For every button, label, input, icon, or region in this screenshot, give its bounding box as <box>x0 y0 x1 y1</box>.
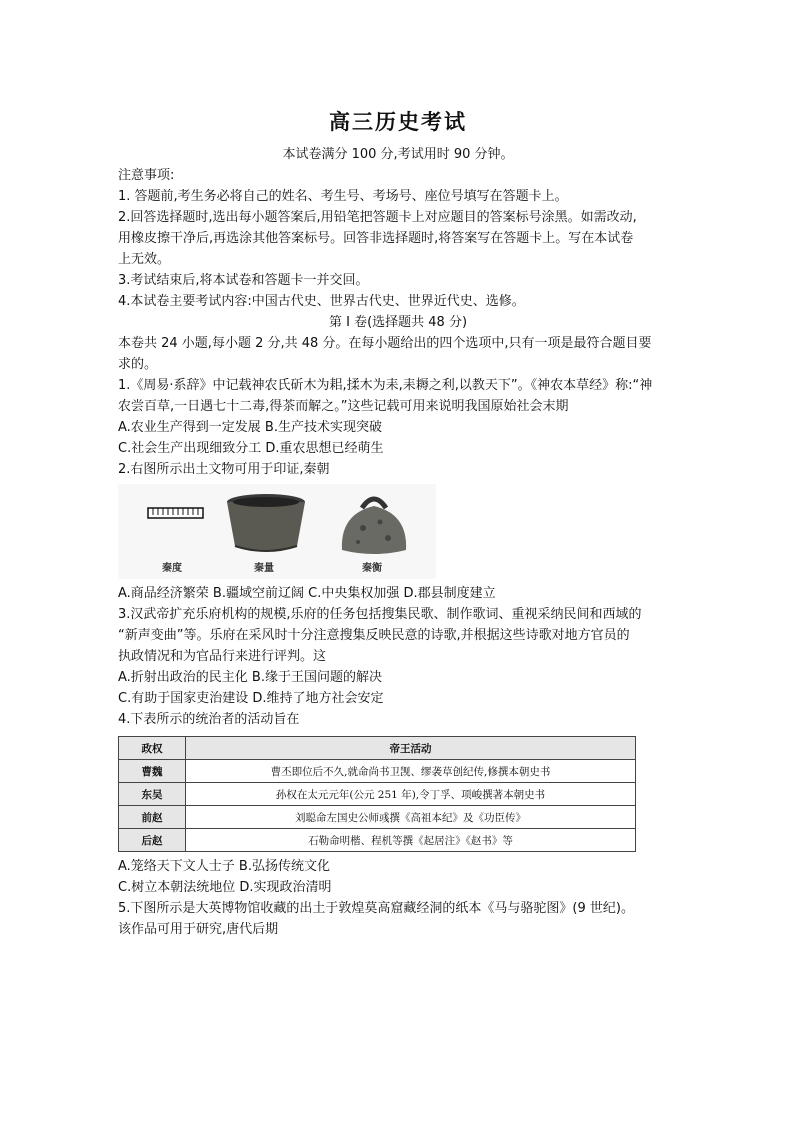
qin-measure-label: 秦量 <box>254 563 274 574</box>
notice-line: 3.考试结束后,将本试卷和答题卡一并交回。 <box>118 273 369 288</box>
table-row <box>119 760 636 783</box>
notice-line: 用橡皮擦干净后,再选涂其他答案标号。回答非选择题时,将答案写在答题卡上。写在本试卷 <box>118 231 634 246</box>
section-intro: 本卷共 24 小题,每小题 2 分,共 48 分。在每小题给出的四个选项中,只有一项是最符合题目要 <box>118 336 652 351</box>
qin-weight-icon <box>342 499 406 554</box>
qin-measure-vessel-icon <box>227 494 305 551</box>
notice-line: 4.本试卷主要考试内容:中国古代史、世界古代史、世界近代史、选修。 <box>118 294 525 309</box>
table-header-activity: 帝王活动 <box>186 737 636 760</box>
q4-option: A.笼络天下文人士子 B.弘扬传统文化 <box>118 859 330 874</box>
q1-stem: 农尝百草,一日遇七十二毒,得茶而解之。”这些记载可用来说明我国原始社会末期 <box>118 399 569 414</box>
table-header-row <box>119 737 636 760</box>
qin-artifacts-figure <box>118 484 436 579</box>
exam-title: 高三历史考试 <box>329 110 467 134</box>
q3-option: A.折射出政治的民主化 B.缘于王国问题的解决 <box>118 670 382 685</box>
qin-ruler-icon <box>148 508 203 518</box>
q5-stem: 该作品可用于研究,唐代后期 <box>118 922 279 937</box>
table-cell-regime: 曹魏 <box>119 760 186 783</box>
exam-subtitle: 本试卷满分 100 分,考试用时 90 分钟。 <box>282 147 514 162</box>
q2-stem: 2.右图所示出土文物可用于印证,秦朝 <box>118 462 330 477</box>
section-intro: 求的。 <box>118 357 158 372</box>
q1-option: C.社会生产出现细致分工 D.重农思想已经萌生 <box>118 441 384 456</box>
q3-stem: 3.汉武帝扩充乐府机构的规模,乐府的任务包括搜集民歌、制作歌词、重视采纳民间和西域的 <box>118 607 642 622</box>
qin-ruler-label: 秦度 <box>162 563 182 574</box>
q4-stem: 4.下表所示的统治者的活动旨在 <box>118 712 300 727</box>
q2-options: A.商品经济繁荣 B.疆域空前辽阔 C.中央集权加强 D.郡县制度建立 <box>118 586 496 601</box>
table-cell-activity: 刘聪命左国史公师彧撰《高祖本纪》及《功臣传》 <box>186 806 636 829</box>
exam-page <box>118 100 678 940</box>
notice-line: 1. 答题前,考生务必将自己的姓名、考生号、考场号、座位号填写在答题卡上。 <box>118 189 568 204</box>
table-row <box>119 783 636 806</box>
table-row <box>119 806 636 829</box>
q4-option: C.树立本朝法统地位 D.实现政治清明 <box>118 880 332 895</box>
q1-stem: 1.《周易·系辞》中记载神农氏斫木为耜,揉木为耒,耒耨之利,以教天下”。《神农本草经》称:“神 <box>118 378 653 393</box>
rulers-activity-table <box>118 736 636 852</box>
q3-stem: “新声变曲”等。乐府在采风时十分注意搜集反映民意的诗歌,并根据这些诗歌对地方官员的 <box>118 628 630 643</box>
q3-option: C.有助于国家吏治建设 D.维持了地方社会安定 <box>118 691 384 706</box>
qin-weight-label: 秦衡 <box>362 563 382 574</box>
table-header-regime: 政权 <box>119 737 186 760</box>
table-cell-activity: 孙权在太元元年(公元 251 年),令丁孚、项峻撰著本朝史书 <box>186 783 636 806</box>
table-cell-regime: 前赵 <box>119 806 186 829</box>
section-heading: 第 I 卷(选择题共 48 分) <box>328 315 468 330</box>
table-cell-activity: 石勒命明楷、程机等撰《起居注》《赵书》等 <box>186 829 636 852</box>
q1-option: A.农业生产得到一定发展 B.生产技术实现突破 <box>118 420 382 435</box>
q3-stem: 执政情况和为官品行来进行评判。这 <box>118 649 327 664</box>
table-cell-regime: 后赵 <box>119 829 186 852</box>
notice-heading: 注意事项: <box>118 168 175 183</box>
table-row <box>119 829 636 852</box>
notice-line: 上无效。 <box>118 252 171 267</box>
table-cell-activity: 曹丕即位后不久,就命尚书卫觊、缪袭草创纪传,修撰本朝史书 <box>186 760 636 783</box>
q5-stem: 5.下图所示是大英博物馆收藏的出土于敦煌莫高窟藏经洞的纸本《马与骆驼图》(9 世纪)。 <box>118 901 634 916</box>
notice-line: 2.回答选择题时,选出每小题答案后,用铅笔把答题卡上对应题目的答案标号涂黑。如需改动, <box>118 210 637 225</box>
table-cell-regime: 东吴 <box>119 783 186 806</box>
